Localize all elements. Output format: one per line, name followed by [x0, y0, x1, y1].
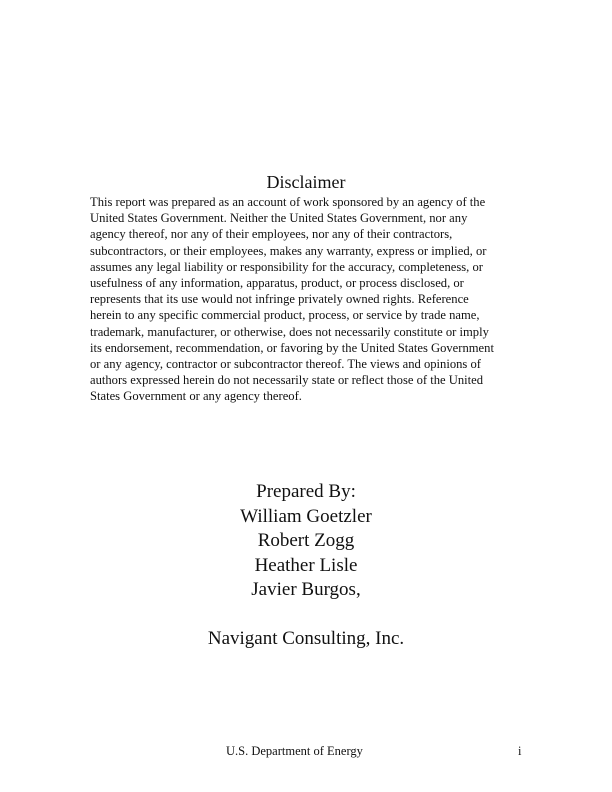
disclaimer-line: usefulness of any information, apparatus, product, or process disclosed, or: [90, 276, 464, 291]
disclaimer-line: assumes any legal liability or responsibility for the accuracy, completeness, or: [90, 259, 483, 274]
disclaimer-line: herein to any specific commercial product, process, or service by trade name,: [90, 308, 480, 323]
disclaimer-line: authors expressed herein do not necessarily state or reflect those of the United: [90, 373, 484, 388]
disclaimer-line: or any agency, contractor or subcontractor thereof. The views and opinions of: [90, 357, 481, 372]
author-name: Heather Lisle: [254, 554, 358, 576]
prepared-by-block: [0, 480, 612, 652]
spacer: [0, 603, 612, 628]
footer-agency: U.S. Department of Energy: [226, 744, 363, 758]
disclaimer-line: This report was prepared as an account of work sponsored by an agency of the: [90, 195, 486, 209]
disclaimer-line: subcontractors, or their employees, makes any warranty, express or implied, or: [90, 243, 487, 258]
author-name: Javier Burgos,: [251, 579, 361, 600]
disclaimer-heading: Disclaimer: [266, 172, 346, 192]
disclaimer-line: States Government or any agency thereof.: [90, 389, 302, 404]
organization-name: Navigant Consulting, Inc.: [207, 628, 405, 649]
disclaimer-line: trademark, manufacturer, or otherwise, does not necessarily constitute or imply: [90, 324, 489, 339]
disclaimer-line: agency thereof, nor any of their employees, nor any of their contractors,: [90, 227, 453, 242]
disclaimer-line: United States Government. Neither the United States Government, nor any: [90, 211, 468, 226]
disclaimer-paragraph: [90, 194, 530, 405]
footer-page-number: i: [518, 744, 522, 758]
prepared-by-heading: Prepared By:: [256, 481, 356, 502]
disclaimer-line: its endorsement, recommendation, or favoring by the United States Government: [90, 340, 494, 355]
author-name: William Goetzler: [240, 505, 372, 527]
author-name: Robert Zogg: [257, 530, 355, 551]
disclaimer-line: represents that its use would not infringe privately owned rights. Reference: [90, 292, 469, 307]
